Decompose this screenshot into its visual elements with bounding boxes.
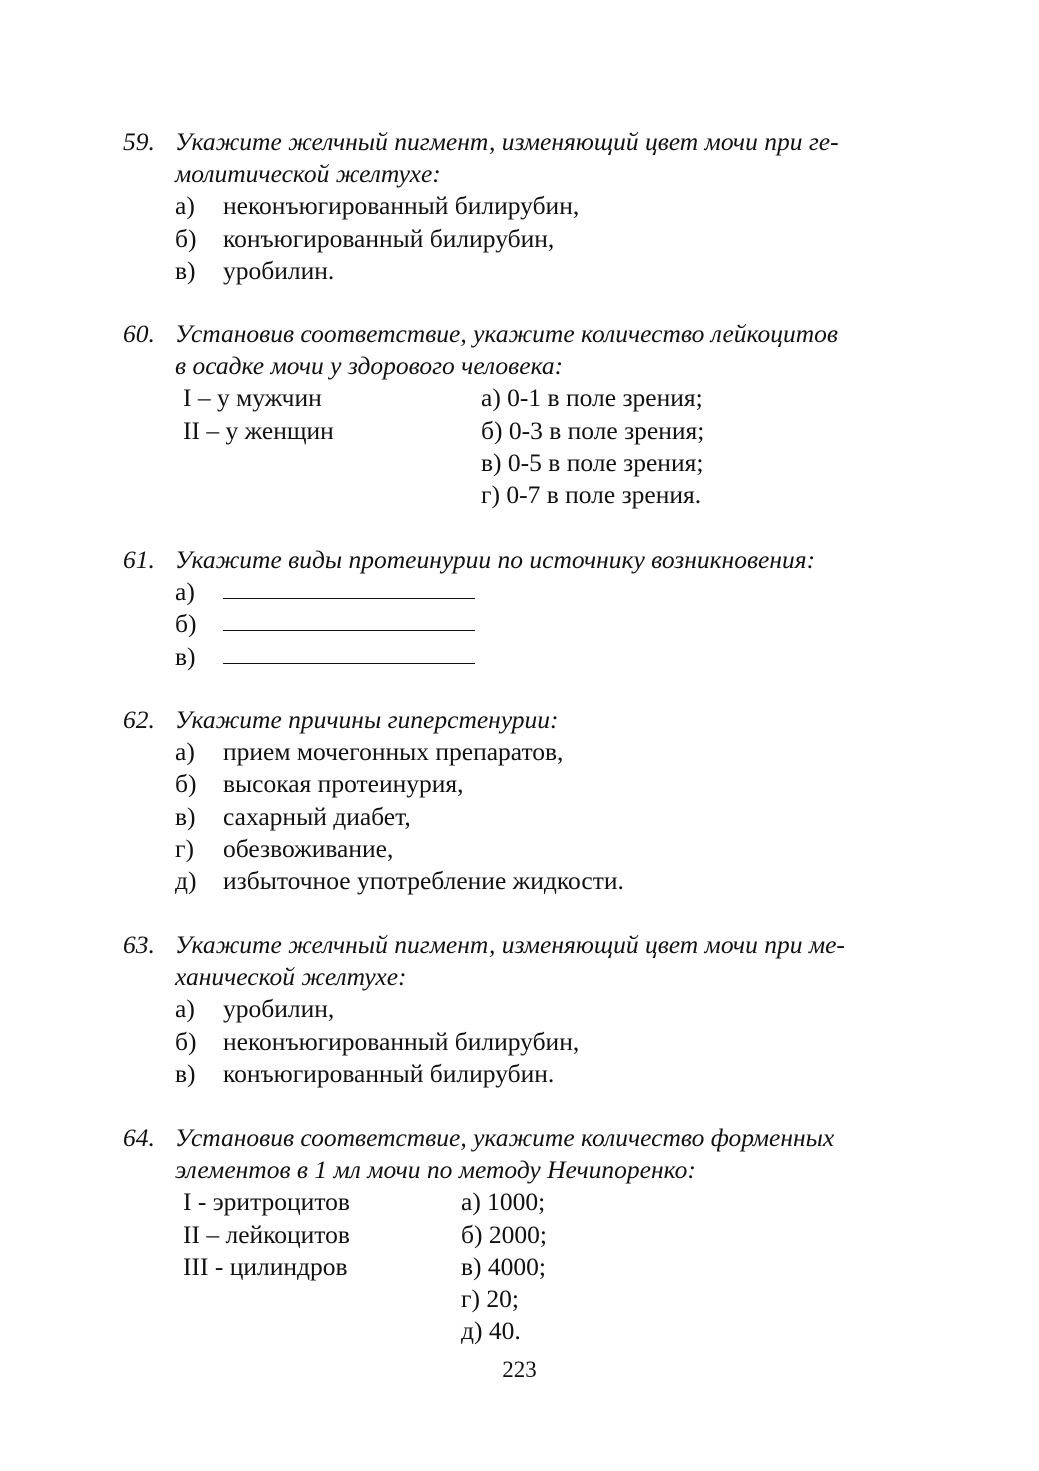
match-right-item: г) 20; — [461, 1283, 519, 1313]
question-60 — [123, 318, 923, 511]
blank-line — [223, 641, 475, 664]
option-letter: г) — [175, 833, 194, 863]
match-right-item: а) 0-1 в поле зрения; — [481, 383, 703, 413]
question-63 — [123, 929, 923, 1090]
page-number: 223 — [502, 1357, 537, 1382]
question-text: Укажите виды протеинурии по источнику возникновения: — [175, 545, 816, 574]
question-text: Укажите причины гиперстенурии: — [175, 705, 559, 734]
option-text: обезвоживание, — [223, 833, 394, 863]
match-right-item: б) 2000; — [461, 1219, 547, 1249]
match-left-item: III - цилиндров — [183, 1251, 348, 1281]
question-59 — [123, 126, 923, 287]
option-letter: в) — [175, 255, 196, 285]
option-letter: б) — [175, 1026, 197, 1056]
option-letter: а) — [175, 577, 195, 607]
match-right-item: а) 1000; — [461, 1187, 546, 1217]
match-left-empty — [175, 479, 481, 511]
option-letter: а) — [175, 737, 195, 767]
match-right-item: в) 4000; — [461, 1251, 546, 1281]
answer-option — [175, 1026, 923, 1058]
answer-blank — [175, 576, 923, 608]
answer-option — [175, 865, 923, 897]
question-text: Укажите желчный пигмент, изменяющий цвет мочи при ге- молитической желтухе: — [175, 127, 839, 189]
question-text: Установив соответствие, укажите количество лейкоцитов в осадке мочи у здорового человека: — [175, 319, 838, 381]
option-text: уробилин. — [223, 255, 335, 285]
option-letter: б) — [175, 609, 197, 639]
option-text: уробилин, — [223, 994, 335, 1024]
match-left-empty — [175, 1315, 461, 1347]
option-text: прием мочегонных препаратов, — [223, 737, 564, 767]
blank-line — [223, 608, 475, 631]
option-text: конъюгированный билирубин. — [223, 1058, 555, 1088]
match-left-item: I – у мужчин — [183, 383, 322, 413]
option-letter: а) — [175, 191, 195, 221]
answer-option — [175, 736, 923, 768]
answer-option — [175, 190, 923, 222]
answer-option — [175, 801, 923, 833]
option-letter: а) — [175, 994, 195, 1024]
answer-option — [175, 223, 923, 255]
question-61 — [123, 544, 923, 673]
question-62 — [123, 704, 923, 897]
option-text: неконъюгированный билирубин, — [223, 1026, 580, 1056]
question-number: 63. — [123, 930, 155, 959]
answer-blank — [175, 608, 923, 640]
question-number: 61. — [123, 545, 155, 574]
answer-option — [175, 768, 923, 800]
option-letter: в) — [175, 801, 196, 831]
matching-table — [175, 382, 923, 511]
match-left-empty — [175, 447, 481, 479]
option-letter: в) — [175, 641, 196, 671]
question-number: 60. — [123, 319, 155, 348]
option-letter: в) — [175, 1058, 196, 1088]
match-right-item: д) 40. — [461, 1316, 521, 1346]
blank-line — [223, 576, 475, 599]
match-left-empty — [175, 1283, 461, 1315]
option-text: сахарный диабет, — [223, 801, 411, 831]
answer-blank — [175, 641, 923, 673]
question-64 — [123, 1122, 923, 1347]
answer-option — [175, 993, 923, 1025]
answer-option — [175, 1058, 923, 1090]
match-right-item: в) 0-5 в поле зрения; — [481, 447, 704, 477]
option-text: неконъюгированный билирубин, — [223, 191, 580, 221]
match-left-item: II – у женщин — [183, 415, 334, 445]
match-left-item: I - эритроцитов — [183, 1187, 350, 1217]
question-number: 64. — [123, 1123, 155, 1152]
option-letter: б) — [175, 769, 197, 799]
question-number: 62. — [123, 705, 155, 734]
option-text: избыточное употребление жидкости. — [223, 865, 624, 895]
match-right-item: б) 0-3 в поле зрения; — [481, 415, 705, 445]
option-text: конъюгированный билирубин, — [223, 223, 555, 253]
option-letter: д) — [175, 865, 197, 895]
question-text: Укажите желчный пигмент, изменяющий цвет мочи при ме- ханической желтухе: — [175, 930, 845, 992]
answer-option — [175, 255, 923, 287]
question-number: 59. — [123, 127, 155, 156]
option-letter: б) — [175, 223, 197, 253]
option-text: высокая протеинурия, — [223, 769, 464, 799]
answer-option — [175, 833, 923, 865]
match-right-item: г) 0-7 в поле зрения. — [481, 479, 702, 509]
match-left-item: II – лейкоцитов — [183, 1219, 350, 1249]
matching-table — [175, 1186, 923, 1347]
question-text: Установив соответствие, укажите количество форменных элементов в 1 мл мочи по методу Нечипоренко: — [175, 1123, 835, 1185]
